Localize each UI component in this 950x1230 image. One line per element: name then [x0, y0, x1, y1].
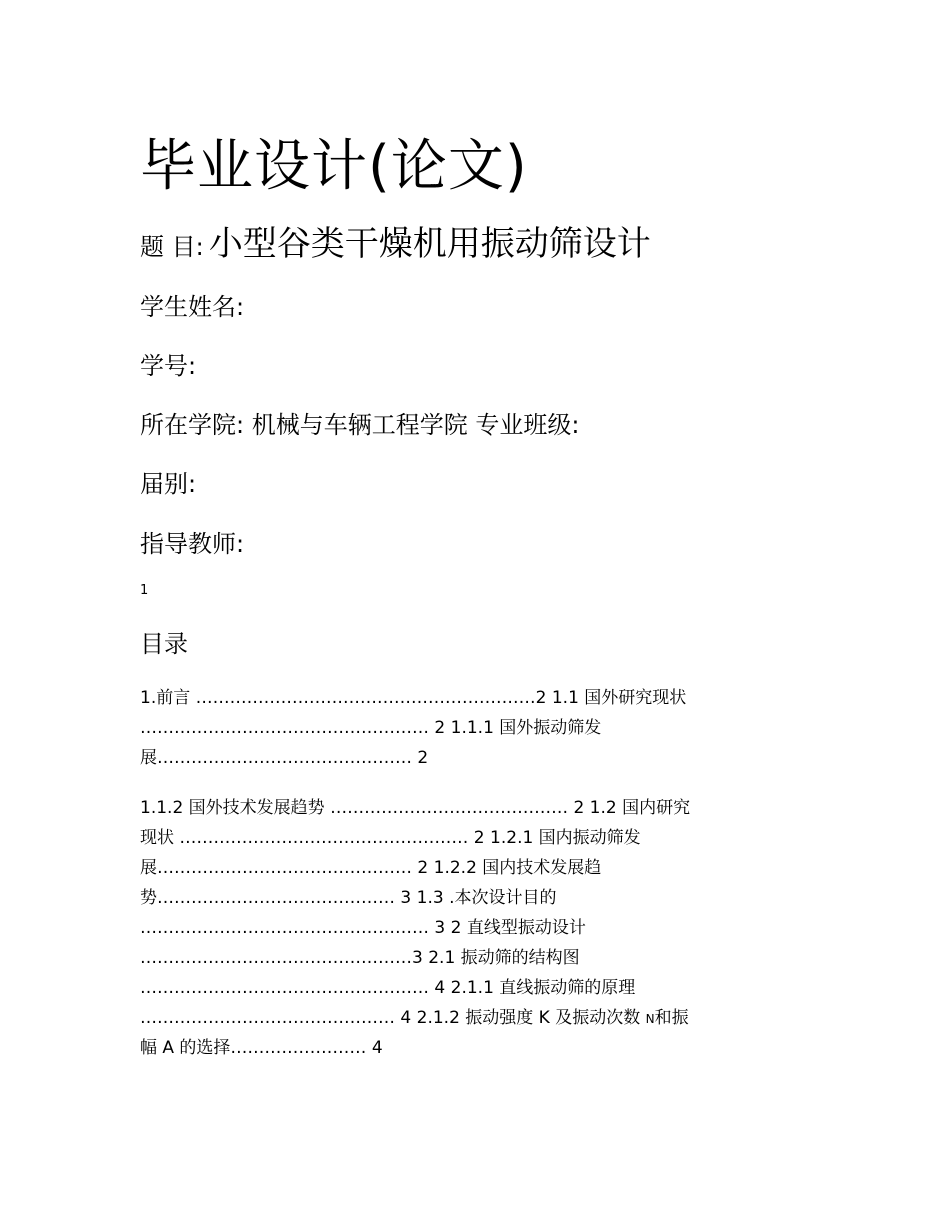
student-id-label: 学号:	[140, 352, 197, 380]
thesis-title: 毕业设计(论文)	[140, 134, 528, 199]
toc-line: …………………………………………… 2 1.1.1 国外振动筛发	[140, 718, 602, 738]
toc-line: 势…………………………………… 3 1.3 .本次设计目的	[140, 888, 557, 908]
toc-line: 展……………………………………… 2 1.2.2 国内技术发展趋	[140, 858, 602, 878]
toc-line: 幅 A 的选择…………………… 4	[140, 1038, 383, 1058]
toc-block-1	[140, 683, 820, 773]
toc-line: 1.1.2 国外技术发展趋势 …………………………………… 2 1.2 国内研究	[140, 798, 691, 818]
session-label: 届别:	[140, 470, 197, 498]
toc-n-letter: N	[645, 1012, 655, 1026]
toc-block-2	[140, 793, 820, 1063]
student-name-label: 学生姓名:	[140, 293, 245, 321]
toc-line: …………………………………………3 2.1 振动筛的结构图	[140, 948, 580, 968]
toc-line-text: ……………………………………… 4 2.1.2 振动强度 K 及振动次数	[140, 1008, 641, 1028]
page-number: 1	[140, 583, 149, 598]
toc-line	[140, 1003, 820, 1033]
toc-heading: 目录	[140, 630, 188, 658]
college-row	[140, 409, 579, 441]
toc-line: …………………………………………… 3 2 直线型振动设计	[140, 918, 586, 938]
subject-value: 小型谷类干燥机用振动筛设计	[208, 224, 651, 264]
college-value: 机械与车辆工程学院	[251, 411, 468, 439]
subject-label: 题 目:	[140, 233, 204, 261]
major-class-label: 专业班级:	[475, 411, 580, 439]
toc-line: 展……………………………………… 2	[140, 748, 429, 768]
toc-line-tail: 和振	[654, 1008, 689, 1028]
toc-line: …………………………………………… 4 2.1.1 直线振动筛的原理	[140, 978, 636, 998]
subject-row	[140, 222, 651, 272]
toc-line: 1.前言 ……………………………………………………2 1.1 国外研究现状	[140, 688, 687, 708]
advisor-label: 指导教师:	[140, 530, 245, 558]
college-label: 所在学院:	[140, 411, 245, 439]
toc-line: 现状 …………………………………………… 2 1.2.1 国内振动筛发	[140, 828, 641, 848]
